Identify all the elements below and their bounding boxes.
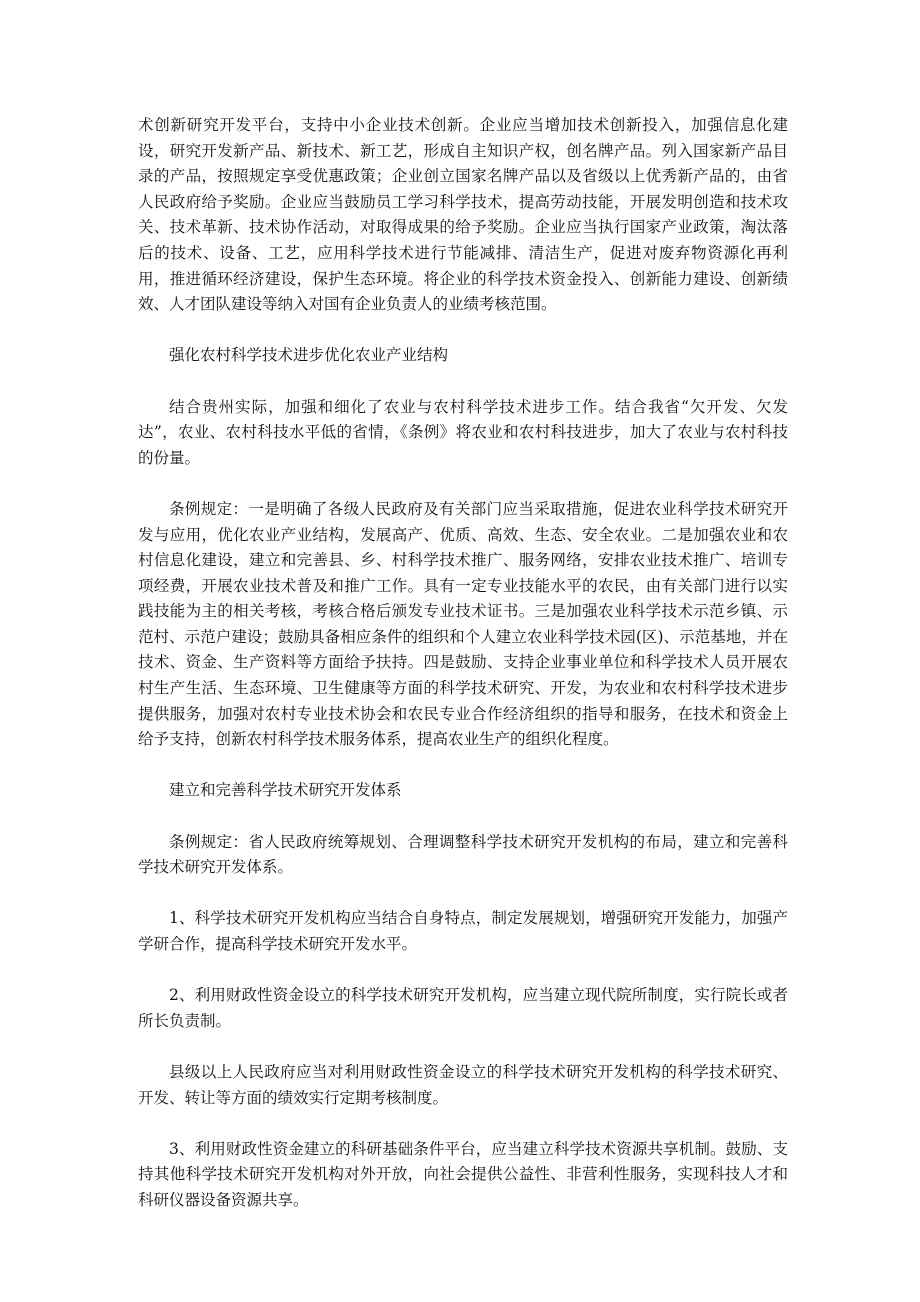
paragraph-guizhou-context: 结合贵州实际，加强和细化了农业与农村科学技术进步工作。结合我省“欠开发、欠发达”，农业、农村科技水平低的省情，《条例》将农业和农村科技进步，加大了农业与农村科技的份量。 xyxy=(138,397,788,467)
paragraph-item-2: 2、利用财政性资金设立的科学技术研究开发机构，应当建立现代院所制度，实行院长或者所长负责制。 xyxy=(138,986,788,1030)
section-heading-agriculture: 强化农村科学技术进步优化农业产业结构 xyxy=(169,346,449,365)
paragraph-research-system-intro: 条例规定：省人民政府统筹规划、合理调整科学技术研究开发机构的布局，建立和完善科学技术研究开发体系。 xyxy=(138,832,788,877)
paragraph-agriculture-regulations: 条例规定：一是明确了各级人民政府及有关部门应当采取措施，促进农业科学技术研究开发与应用，优化农业产业结构，发展高产、优质、高效、生态、安全农业。二是加强农业和农村信息化建设，建立和完善县、乡、村科学技术推广、服务网络，安排农业技术推广、培训专项经费，开展农业技术普及和推广工作。具有一定专业技能水平的农民，由有关部门进行以实践技能为主的相关考核，考核合格后颁发专业技术证书。三是加强农业科学技术示范乡镇、示范村、示范户建设；鼓励具备相应条件的组织和个人建立农业科学技术园(区)、示范基地，并在技术、资金、生产资料等方面给予扶持。四是鼓励、支持企业事业单位和科学技术人员开展农村生产生活、生态环境、卫生健康等方面的科学技术研究、开发，为农业和农村科学技术进步提供服务，加强对农村专业技术协会和农民专业合作经济组织的指导和服务，在技术和资金上给予支持，创新农村科学技术服务体系，提高农业生产的组织化程度。 xyxy=(138,499,788,749)
paragraph-item-1: 1、科学技术研究开发机构应当结合自身特点，制定发展规划，增强研究开发能力，加强产学研合作，提高科学技术研究开发水平。 xyxy=(138,909,788,953)
document-page xyxy=(138,113,788,1239)
paragraph-item-3: 3、利用财政性资金建立的科研基础条件平台，应当建立科学技术资源共享机制。鼓励、支持其他科学技术研究开发机构对外开放，向社会提供公益性、非营利性服务，实现科技人才和科研仪器设备资源共享。 xyxy=(138,1139,788,1209)
paragraph-enterprise-innovation: 术创新研究开发平台，支持中小企业技术创新。企业应当增加技术创新投入，加强信息化建设，研究开发新产品、新技术、新工艺，形成自主知识产权，创名牌产品。列入国家新产品目录的产品，按照规定享受优惠政策；企业创立国家名牌产品以及省级以上优秀新产品的，由省人民政府给予奖励。企业应当鼓励员工学习科学技术，提高劳动技能，开展发明创造和技术攻关、技术革新、技术协作活动，对取得成果的给予奖励。企业应当执行国家产业政策，淘汰落后的技术、设备、工艺，应用科学技术进行节能减排、清洁生产，促进对废弃物资源化再利用，推进循环经济建设，保护生态环境。将企业的科学技术资金投入、创新能力建设、创新绩效、人才团队建设等纳入对国有企业负责人的业绩考核范围。 xyxy=(138,116,788,314)
paragraph-performance-assessment: 县级以上人民政府应当对利用财政性资金设立的科学技术研究开发机构的科学技术研究、开发、转让等方面的绩效实行定期考核制度。 xyxy=(138,1062,788,1107)
section-heading-research-system: 建立和完善科学技术研究开发体系 xyxy=(169,781,402,800)
